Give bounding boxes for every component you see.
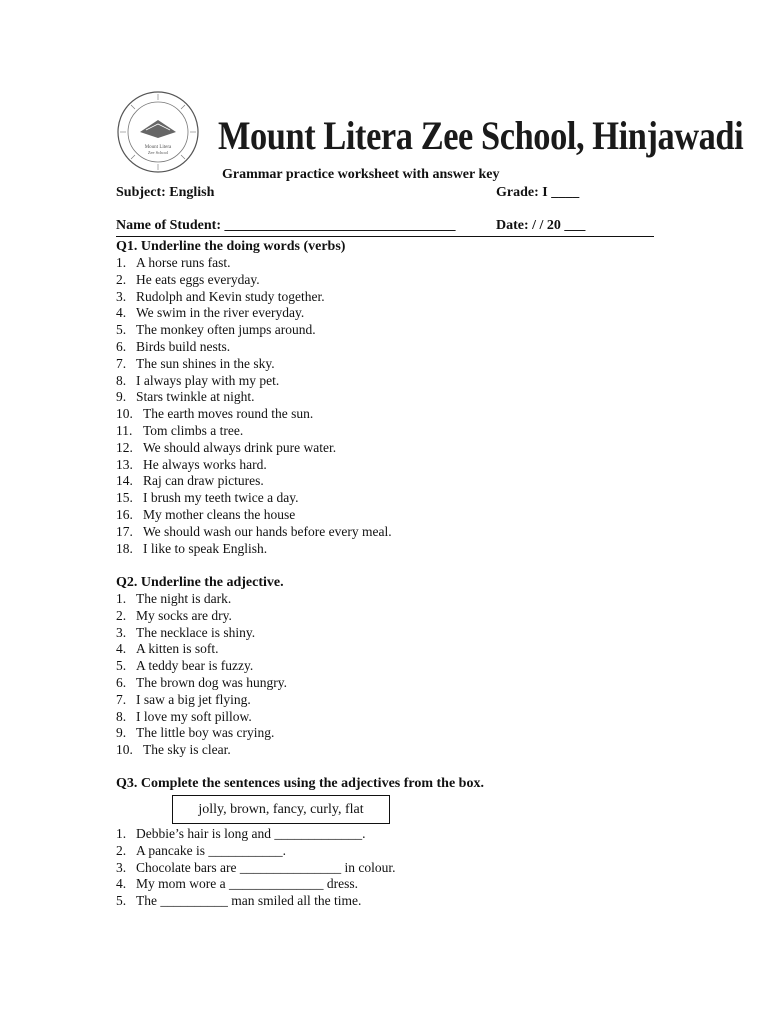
item-number: 1. <box>116 591 127 606</box>
worksheet-title: Grammar practice worksheet with answer key <box>222 167 500 182</box>
item-text: I brush my teeth twice a day. <box>143 490 299 506</box>
item-text: A horse runs fast. <box>136 255 231 270</box>
question-2-heading: Q2. Underline the adjective. <box>116 575 284 590</box>
item-number: 7. <box>116 355 127 371</box>
date-field: Date: / / 20 ___ <box>496 218 586 233</box>
subject-label: Subject: English <box>116 185 215 200</box>
list-item <box>116 843 395 860</box>
item-text: I like to speak English. <box>143 540 268 556</box>
item-text: A teddy bear is fuzzy. <box>136 658 254 674</box>
item-text: Debbie’s hair is long and _____________. <box>136 826 366 841</box>
question-2-list <box>116 591 287 759</box>
list-item <box>116 742 287 759</box>
item-text: The night is dark. <box>136 591 232 606</box>
list-item <box>116 507 392 524</box>
item-text: Tom climbs a tree. <box>143 422 244 438</box>
item-text: The little boy was crying. <box>136 725 275 741</box>
item-text: Raj can draw pictures. <box>143 473 264 489</box>
list-item <box>116 490 392 507</box>
item-number: 1. <box>116 255 127 270</box>
item-text: I saw a big jet flying. <box>136 691 251 707</box>
item-text: I love my soft pillow. <box>136 708 252 724</box>
list-item <box>116 541 392 558</box>
item-number: 3. <box>116 859 127 875</box>
item-number: 4. <box>116 641 127 657</box>
item-text: Chocolate bars are _______________ in colour. <box>136 859 396 875</box>
list-item <box>116 876 395 893</box>
list-item <box>116 322 392 339</box>
item-text: A kitten is soft. <box>136 641 219 657</box>
item-text: The brown dog was hungry. <box>136 674 287 690</box>
item-number: 3. <box>116 288 127 304</box>
item-text: The __________ man smiled all the time. <box>136 893 362 909</box>
list-item <box>116 356 392 373</box>
item-text: He eats eggs everyday. <box>136 271 260 287</box>
item-number: 11. <box>116 422 133 438</box>
list-item <box>116 406 392 423</box>
item-number: 4. <box>116 876 127 892</box>
list-item <box>116 860 395 877</box>
list-item <box>116 440 392 457</box>
list-item <box>116 255 392 272</box>
item-number: 6. <box>116 674 127 690</box>
item-number: 16. <box>116 506 133 522</box>
item-number: 12. <box>116 439 133 455</box>
question-1-heading: Q1. Underline the doing words (verbs) <box>116 239 346 254</box>
item-number: 8. <box>116 708 127 724</box>
question-3-heading: Q3. Complete the sentences using the adjectives from the box. <box>116 776 484 791</box>
item-number: 5. <box>116 658 127 674</box>
list-item <box>116 709 287 726</box>
item-text: My mom wore a ______________ dress. <box>136 876 358 892</box>
item-text: The earth moves round the sun. <box>143 406 314 422</box>
item-number: 10. <box>116 742 133 758</box>
list-item <box>116 423 392 440</box>
item-text: Stars twinkle at night. <box>136 389 255 405</box>
item-number: 9. <box>116 389 127 405</box>
item-number: 17. <box>116 523 133 539</box>
item-text: My socks are dry. <box>136 607 232 623</box>
item-number: 15. <box>116 490 133 506</box>
item-text: Rudolph and Kevin study together. <box>136 288 325 304</box>
list-item <box>116 692 287 709</box>
item-text: The monkey often jumps around. <box>136 322 316 338</box>
grade-label: Grade: I ____ <box>496 185 580 200</box>
item-number: 8. <box>116 372 127 388</box>
item-number: 7. <box>116 691 127 707</box>
list-item <box>116 524 392 541</box>
item-number: 1. <box>116 826 127 841</box>
list-item <box>116 625 287 642</box>
school-logo-icon <box>116 90 200 174</box>
list-item <box>116 641 287 658</box>
list-item <box>116 457 392 474</box>
item-number: 5. <box>116 322 127 338</box>
item-number: 2. <box>116 271 127 287</box>
question-2-section <box>116 574 287 759</box>
list-item <box>116 289 392 306</box>
list-item <box>116 591 287 608</box>
item-number: 6. <box>116 338 127 354</box>
school-name: Mount Litera Zee School, Hinjawadi <box>218 113 744 158</box>
list-item <box>116 339 392 356</box>
list-item <box>116 608 287 625</box>
item-text: We should always drink pure water. <box>143 439 337 455</box>
question-3-list <box>116 826 395 910</box>
list-item <box>116 473 392 490</box>
svg-text:Mount Litera: Mount Litera <box>144 145 172 150</box>
question-3-section <box>116 775 484 792</box>
list-item <box>116 389 392 406</box>
list-item <box>116 893 395 910</box>
item-number: 10. <box>116 406 133 422</box>
list-item <box>116 272 392 289</box>
item-text: I always play with my pet. <box>136 372 280 388</box>
list-item <box>116 373 392 390</box>
list-item <box>116 675 287 692</box>
item-number: 13. <box>116 456 133 472</box>
item-text: He always works hard. <box>143 456 267 472</box>
question-1-list <box>116 255 392 557</box>
question-1-section <box>116 238 392 557</box>
list-item <box>116 305 392 322</box>
item-number: 2. <box>116 607 127 623</box>
item-text: We should wash our hands before every meal. <box>143 523 392 539</box>
item-text: We swim in the river everyday. <box>136 305 305 321</box>
header-divider <box>116 236 654 237</box>
item-number: 18. <box>116 540 133 556</box>
item-number: 2. <box>116 842 127 858</box>
list-item <box>116 725 287 742</box>
item-text: My mother cleans the house <box>143 506 296 522</box>
item-number: 4. <box>116 305 127 321</box>
item-text: The sun shines in the sky. <box>136 355 275 371</box>
list-item <box>116 658 287 675</box>
svg-text:Zee School: Zee School <box>147 150 169 155</box>
item-number: 3. <box>116 624 127 640</box>
adjective-word-box: jolly, brown, fancy, curly, flat <box>172 795 390 824</box>
list-item <box>116 826 395 843</box>
student-name-field: Name of Student: _________________________________ <box>116 218 456 233</box>
item-text: Birds build nests. <box>136 338 231 354</box>
item-number: 9. <box>116 725 127 741</box>
item-text: A pancake is ___________. <box>136 842 286 858</box>
item-number: 14. <box>116 473 133 489</box>
item-number: 5. <box>116 893 127 909</box>
item-text: The sky is clear. <box>143 742 231 758</box>
item-text: The necklace is shiny. <box>136 624 256 640</box>
